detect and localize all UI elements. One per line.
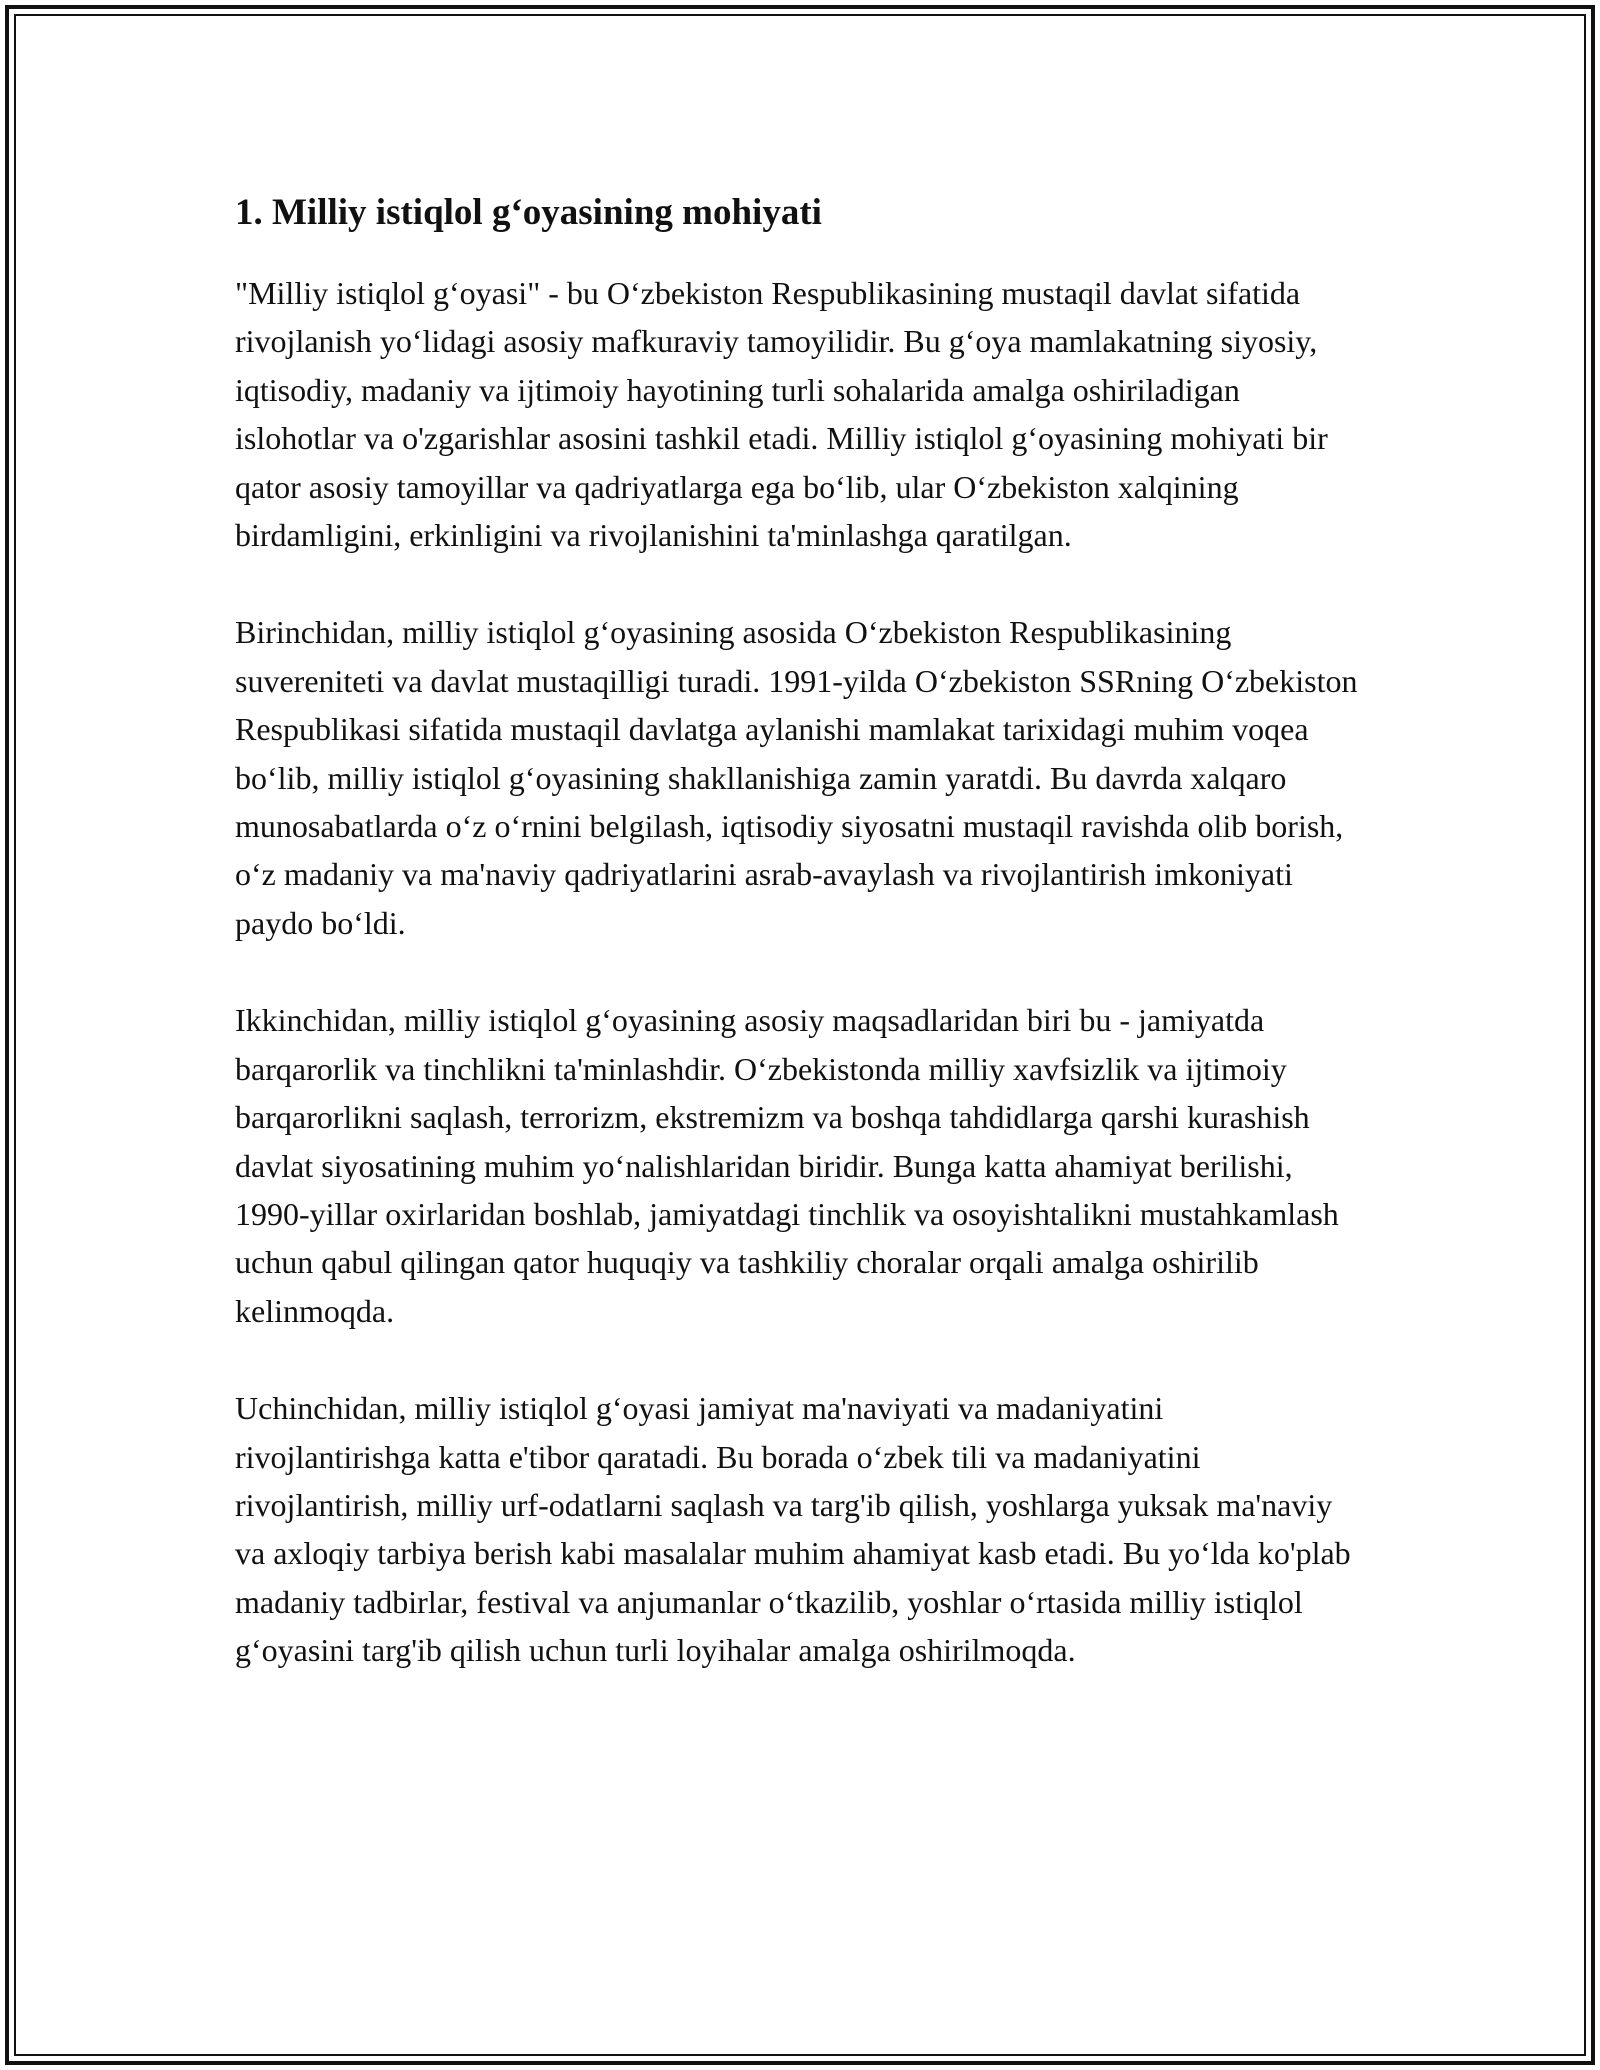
paragraph-second-point: Ikkinchidan, milliy istiqlol g‘oyasining asosiy maqsadlaridan biri bu - jamiyatda barqarorlik va tinchlikni ta'minlashdir. O‘zbekistonda milliy xavfsizlik va ijtimoiy barqarorlikni saqlash, terrorizm, ekstremizm va boshqa tahdidlarga qarshi kurashish davlat siyosatining muhim yo‘nalishlaridan biridir. Bunga katta ahamiyat berilishi, 1990-yillar oxirlaridan boshlab, jamiyatdagi tinchlik va osoyishtalikni mustahkamlash uchun qabul qilingan qator huquqiy va tashkiliy choralar orqali amalga oshirilib kelinmoqda. <box>235 1002 1339 1329</box>
paragraph-first-point: Birinchidan, milliy istiqlol g‘oyasining asosida O‘zbekiston Respublikasining suvereniteti va davlat mustaqilligi turadi. 1991-yilda O‘zbekiston SSRning O‘zbekiston Respublikasi sifatida mustaqil davlatga aylanishi mamlakat tarixidagi muhim voqea bo‘lib, milliy istiqlol g‘oyasining shakllanishiga zamin yaratdi. Bu davrda xalqaro munosabatlarda o‘z o‘rnini belgilash, iqtisodiy siyosatni mustaqil ravishda olib borish, o‘z madaniy va ma'naviy qadriyatlarini asrab-avaylash va rivojlantirish imkoniyati paydo bo‘ldi. <box>235 614 1358 941</box>
document-body <box>235 185 1365 1724</box>
paragraph-third-point: Uchinchidan, milliy istiqlol g‘oyasi jamiyat ma'naviyati va madaniyatini rivojlantirishga katta e'tibor qaratadi. Bu borada o‘zbek tili va madaniyatini rivojlantirish, milliy urf-odatlarni saqlash va targ'ib qilish, yoshlarga yuksak ma'naviy va axloqiy tarbiya berish kabi masalalar muhim ahamiyat kasb etadi. Bu yo‘lda ko'plab madaniy tadbirlar, festival va anjumanlar o‘tkazilib, yoshlar o‘rtasida milliy istiqlol g‘oyasini targ'ib qilish uchun turli loyihalar amalga oshirilmoqda. <box>235 1390 1351 1669</box>
paragraph-intro: "Milliy istiqlol g‘oyasi" - bu O‘zbekiston Respublikasining mustaqil davlat sifatida rivojlanish yo‘lidagi asosiy mafkuraviy tamoyilidir. Bu g‘oya mamlakatning siyosiy, iqtisodiy, madaniy va ijtimoiy hayotining turli sohalarida amalga oshiriladigan islohotlar va o'zgarishlar asosini tashkil etadi. Milliy istiqlol g‘oyasining mohiyati bir qator asosiy tamoyillar va qadriyatlarga ega bo‘lib, ular O‘zbekiston xalqining birdamligini, erkinligini va rivojlanishini ta'minlashga qaratilgan. <box>235 275 1328 554</box>
section-heading: 1. Milliy istiqlol g‘oyasining mohiyati <box>235 192 822 233</box>
